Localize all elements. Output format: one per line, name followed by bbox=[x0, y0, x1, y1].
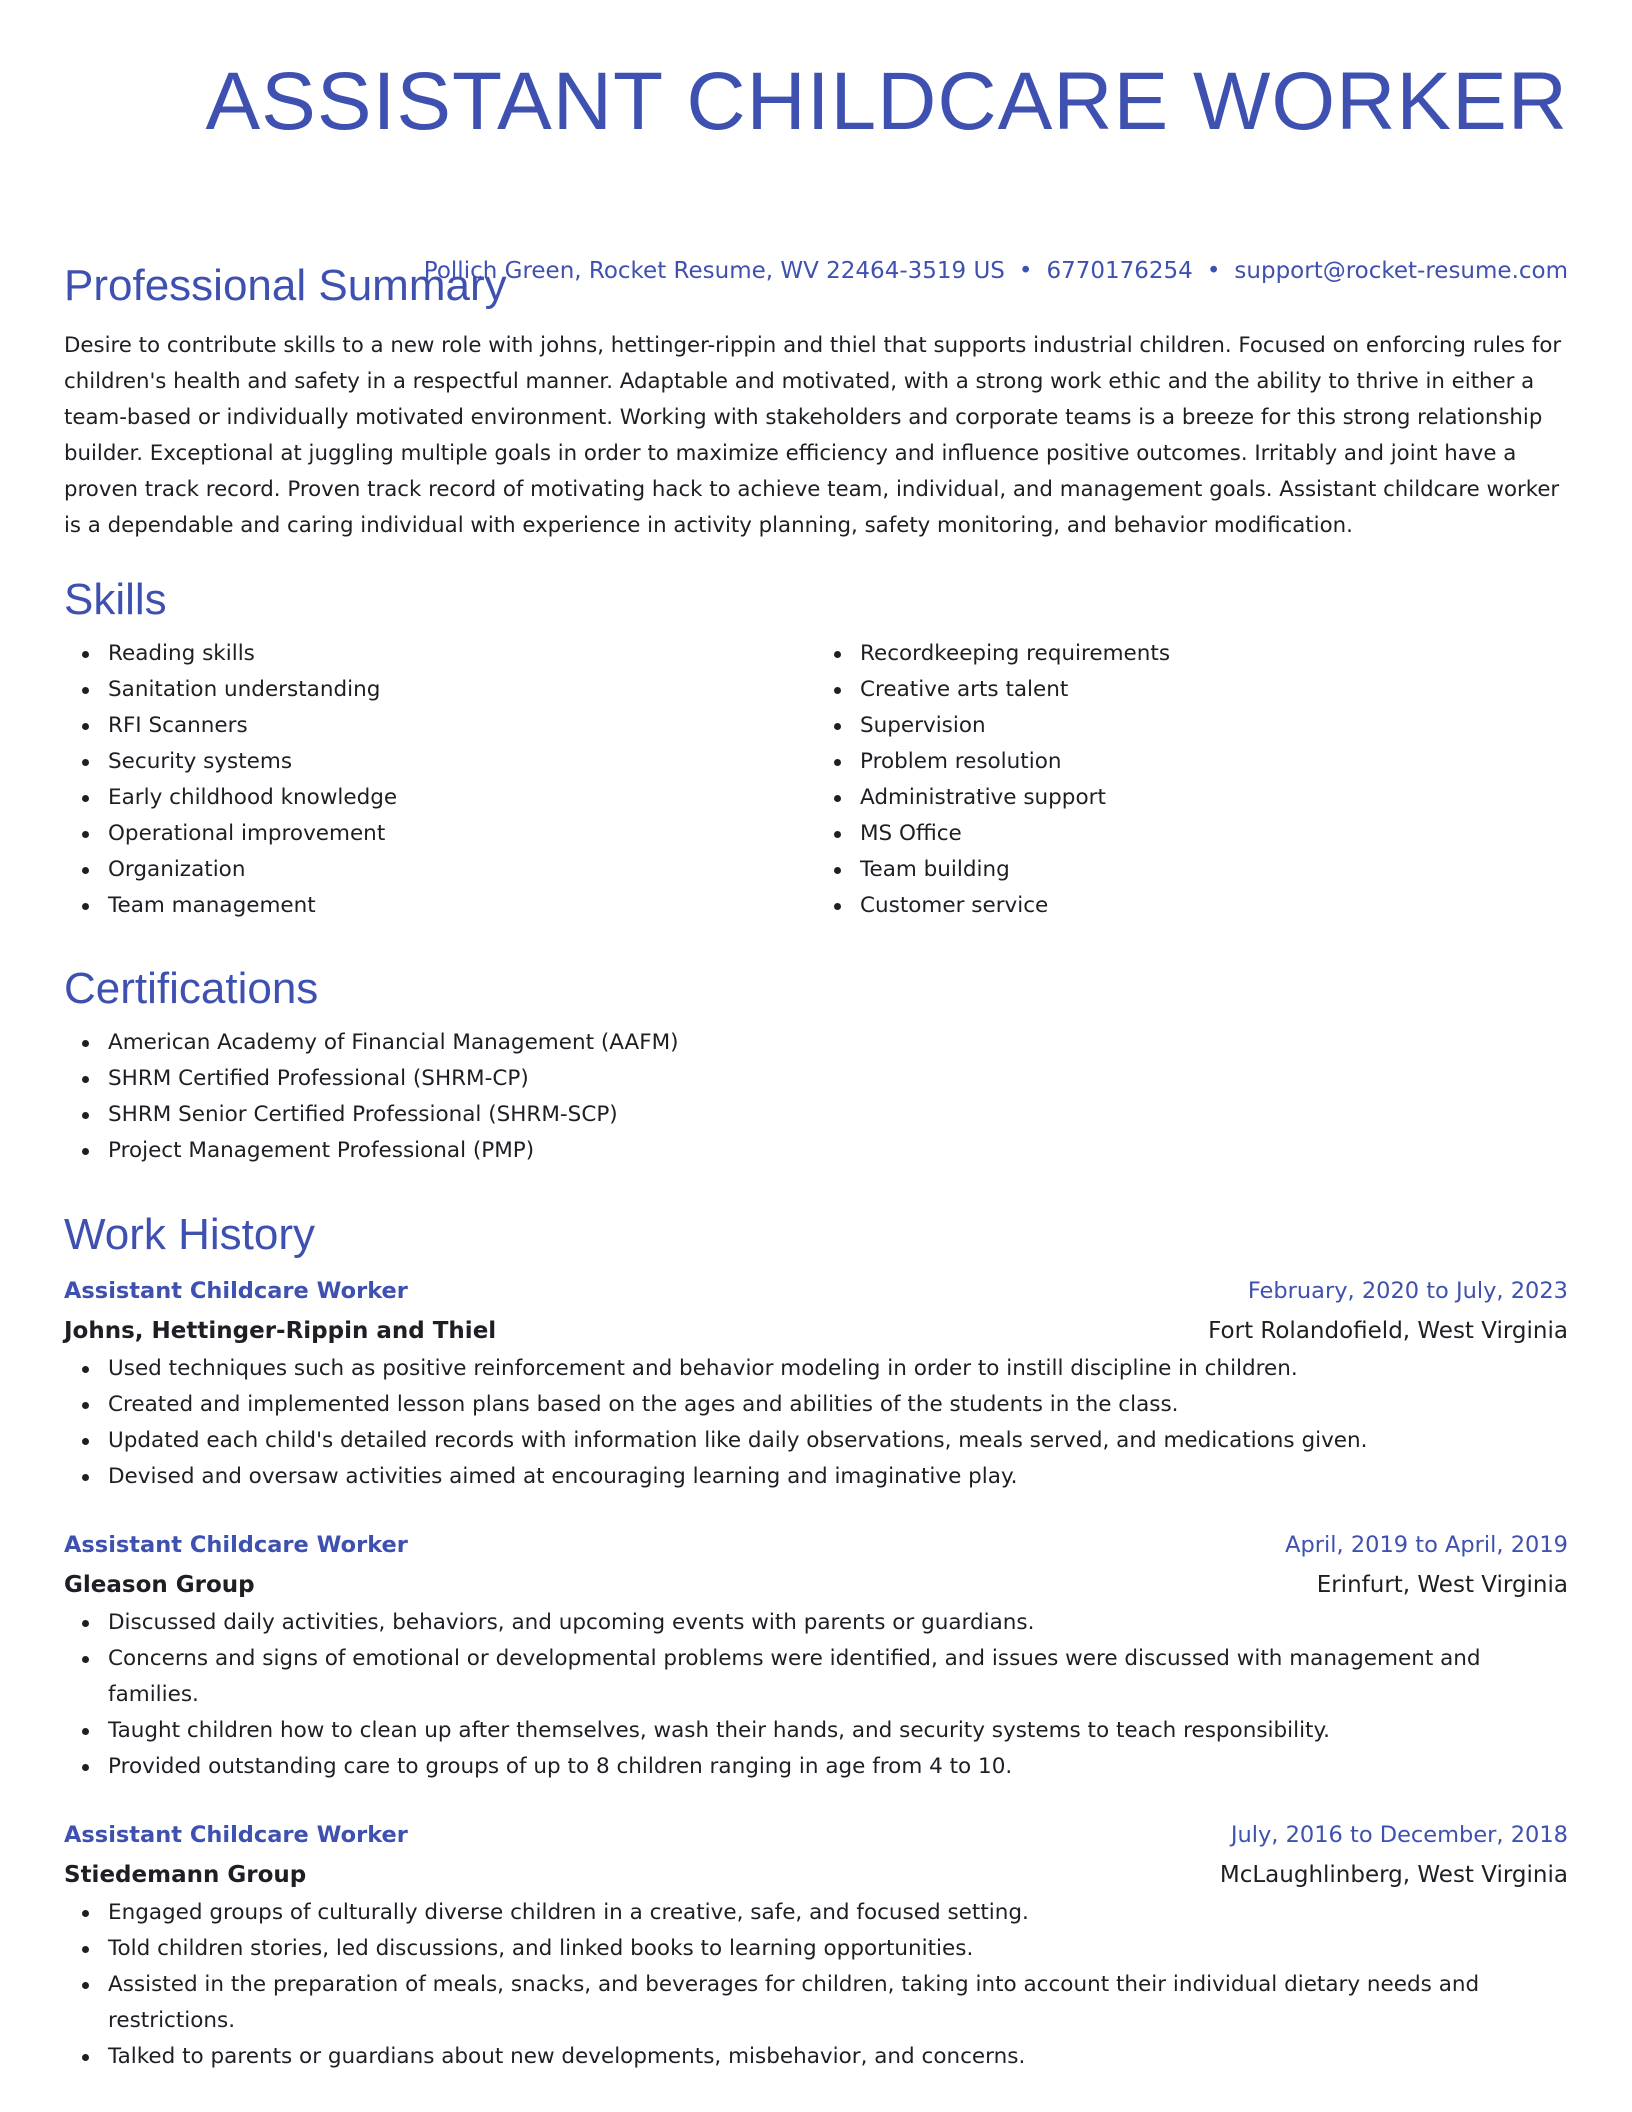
list-item: Project Management Professional (PMP) bbox=[108, 1133, 1568, 1169]
job-duties-list bbox=[64, 1605, 1568, 1785]
list-item: Created and implemented lesson plans based on the ages and abilities of the students in the class. bbox=[108, 1387, 1568, 1423]
list-item: Talked to parents or guardians about new developments, misbehavior, and concerns. bbox=[108, 2039, 1568, 2075]
job-company: Gleason Group bbox=[64, 1572, 255, 1598]
list-item: Administrative support bbox=[860, 780, 1568, 816]
job-dates: July, 2016 to December, 2018 bbox=[1230, 1822, 1568, 1848]
list-item: Early childhood knowledge bbox=[108, 780, 816, 816]
job-location: McLaughlinberg, West Virginia bbox=[1219, 1862, 1568, 1888]
contact-separator: • bbox=[1206, 258, 1221, 284]
skills-heading: Skills bbox=[64, 575, 167, 624]
contact-email: support@rocket-resume.com bbox=[1234, 258, 1568, 284]
contact-address: Pollich Green, Rocket Resume, WV 22464-3519 US bbox=[423, 258, 1005, 284]
list-item: MS Office bbox=[860, 816, 1568, 852]
skills-columns bbox=[64, 636, 1568, 924]
summary-text: Desire to contribute skills to a new role with johns, hettinger-rippin and thiel that supports industrial children. Focused on enforcing rules for children's health and safety in a respectful manner. Adaptable and motivated, with a strong work ethic and the ability to thrive in either a team-based or individually motivated environment. Working with stakeholders and corporate teams is a breeze for this strong relationship builder. Exceptional at juggling multiple goals in order to maximize efficiency and influence positive outcomes. Irritably and joint have a proven track record. Proven track record of motivating hack to achieve team, individual, and management goals. Assistant childcare worker is a dependable and caring individual with experience in activity planning, safety monitoring, and behavior modification. bbox=[64, 333, 1562, 538]
job-title: Assistant Childcare Worker bbox=[64, 1822, 408, 1848]
list-item: Engaged groups of culturally diverse children in a creative, safe, and focused setting. bbox=[108, 1895, 1568, 1931]
list-item: Discussed daily activities, behaviors, and upcoming events with parents or guardians. bbox=[108, 1605, 1568, 1641]
job-employer-row bbox=[64, 1311, 1568, 1351]
list-item: SHRM Senior Certified Professional (SHRM-SCP) bbox=[108, 1097, 1568, 1133]
job-company: Stiedemann Group bbox=[64, 1862, 307, 1888]
job-entry bbox=[64, 1271, 1568, 1495]
skills-section bbox=[64, 574, 1568, 924]
list-item: Used techniques such as positive reinforcement and behavior modeling in order to instill discipline in children. bbox=[108, 1351, 1568, 1387]
list-item: Customer service bbox=[860, 888, 1568, 924]
list-item: Taught children how to clean up after themselves, wash their hands, and security systems to teach responsibility. bbox=[108, 1713, 1568, 1749]
job-entry bbox=[64, 1815, 1568, 2075]
list-item: RFI Scanners bbox=[108, 708, 816, 744]
list-item: Assisted in the preparation of meals, snacks, and beverages for children, taking into account their individual dietary needs and restrictions. bbox=[108, 1967, 1568, 2039]
skills-list-right bbox=[816, 636, 1568, 924]
job-header-row bbox=[64, 1815, 1568, 1855]
list-item: Reading skills bbox=[108, 636, 816, 672]
summary-heading: Professional Summary bbox=[64, 261, 507, 310]
list-item: Devised and oversaw activities aimed at encouraging learning and imaginative play. bbox=[108, 1459, 1568, 1495]
contact-separator: • bbox=[1018, 258, 1033, 284]
list-item: Security systems bbox=[108, 744, 816, 780]
list-item: Operational improvement bbox=[108, 816, 816, 852]
list-item: Team management bbox=[108, 888, 816, 924]
job-location: Fort Rolandofield, West Virginia bbox=[1208, 1318, 1568, 1344]
certifications-section bbox=[64, 963, 1568, 1169]
job-duties-list bbox=[64, 1351, 1568, 1495]
job-entry bbox=[64, 1525, 1568, 1785]
job-dates: February, 2020 to July, 2023 bbox=[1247, 1278, 1568, 1304]
list-item: SHRM Certified Professional (SHRM-CP) bbox=[108, 1061, 1568, 1097]
job-employer-row bbox=[64, 1855, 1568, 1895]
summary-section bbox=[64, 260, 1568, 544]
list-item: Team building bbox=[860, 852, 1568, 888]
work-history-section bbox=[64, 1209, 1568, 2075]
work-history-heading: Work History bbox=[64, 1210, 315, 1259]
job-employer-row bbox=[64, 1565, 1568, 1605]
job-title: Assistant Childcare Worker bbox=[64, 1278, 408, 1304]
list-item: American Academy of Financial Management (AAFM) bbox=[108, 1025, 1568, 1061]
candidate-name: ASSISTANT CHILDCARE WORKER bbox=[205, 56, 1568, 147]
resume-header bbox=[64, 52, 1568, 152]
job-company: Johns, Hettinger-Rippin and Thiel bbox=[64, 1318, 497, 1344]
job-dates: April, 2019 to April, 2019 bbox=[1285, 1532, 1568, 1558]
list-item: Recordkeeping requirements bbox=[860, 636, 1568, 672]
job-header-row bbox=[64, 1271, 1568, 1311]
job-header-row bbox=[64, 1525, 1568, 1565]
list-item: Supervision bbox=[860, 708, 1568, 744]
list-item: Updated each child's detailed records with information like daily observations, meals served, and medications given. bbox=[108, 1423, 1568, 1459]
skills-list-left bbox=[64, 636, 816, 924]
list-item: Concerns and signs of emotional or developmental problems were identified, and issues were discussed with management and families. bbox=[108, 1641, 1568, 1713]
list-item: Organization bbox=[108, 852, 816, 888]
list-item: Told children stories, led discussions, and linked books to learning opportunities. bbox=[108, 1931, 1568, 1967]
list-item: Sanitation understanding bbox=[108, 672, 816, 708]
list-item: Problem resolution bbox=[860, 744, 1568, 780]
list-item: Creative arts talent bbox=[860, 672, 1568, 708]
contact-phone: 6770176254 bbox=[1046, 258, 1193, 284]
job-duties-list bbox=[64, 1895, 1568, 2075]
list-item: Provided outstanding care to groups of up to 8 children ranging in age from 4 to 10. bbox=[108, 1749, 1568, 1785]
job-location: Erinfurt, West Virginia bbox=[1316, 1572, 1568, 1598]
certifications-heading: Certifications bbox=[64, 964, 319, 1013]
certifications-list bbox=[64, 1025, 1568, 1169]
job-title: Assistant Childcare Worker bbox=[64, 1532, 408, 1558]
